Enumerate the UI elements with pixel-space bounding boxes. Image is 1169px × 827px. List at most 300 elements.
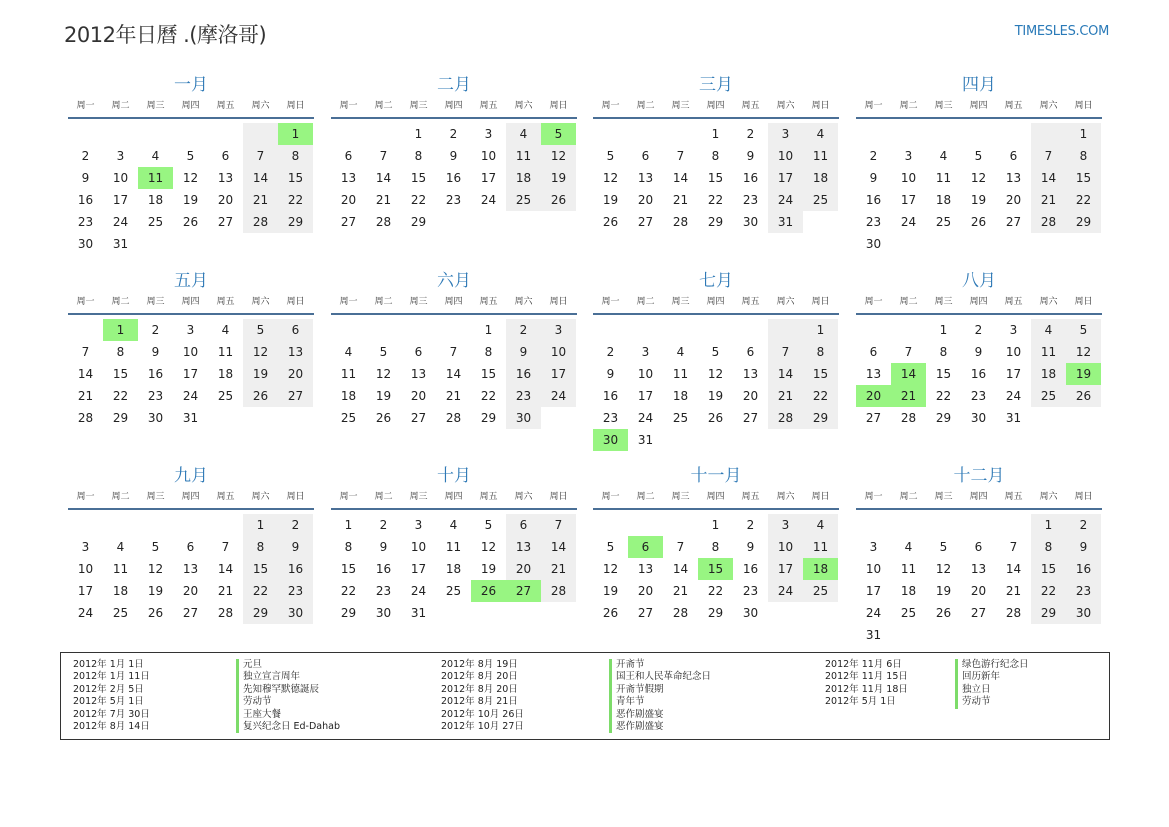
day-cell: 8	[711, 149, 720, 163]
empty-cell	[68, 123, 103, 145]
day-cell: 12	[1066, 341, 1101, 363]
day-cell: 30	[970, 411, 987, 425]
day-cell: 11	[506, 145, 541, 167]
day-cell: 10	[1005, 345, 1022, 359]
day-cell: 22	[803, 385, 838, 407]
day-cell: 12	[147, 562, 164, 576]
day-cell: 21	[541, 558, 576, 580]
weekday-label: 周日	[1074, 297, 1093, 307]
day-cell: 20	[637, 584, 654, 598]
weekday-label: 周二	[899, 297, 918, 307]
day-cell: 8	[1031, 536, 1066, 558]
weekday-label: 周五	[216, 101, 235, 111]
day-cell: 7	[243, 145, 278, 167]
weekday-label: 周三	[409, 297, 428, 307]
day-cell: 3	[116, 149, 125, 163]
day-cell: 19	[602, 193, 619, 207]
day-grid	[331, 123, 577, 233]
weekday-label: 周六	[514, 297, 533, 307]
day-cell: 10	[865, 562, 882, 576]
empty-cell	[208, 123, 243, 145]
weekday-label: 周六	[1039, 101, 1058, 111]
weekday-label: 周四	[181, 297, 200, 307]
holiday-date: 2012年 11月 18日	[825, 683, 908, 695]
empty-cell	[856, 123, 891, 145]
holiday-date: 2012年 8月 20日	[441, 683, 518, 695]
weekday-label: 周一	[864, 297, 883, 307]
day-cell: 11	[900, 562, 917, 576]
holiday-name: 独立日	[962, 683, 991, 695]
day-cell: 1	[414, 127, 423, 141]
day-cell: 25	[935, 215, 952, 229]
day-cell: 12	[182, 171, 199, 185]
day-cell: 16	[506, 363, 541, 385]
day-cell: 12	[935, 562, 952, 576]
empty-cell	[856, 319, 891, 341]
day-cell: 15	[340, 562, 357, 576]
day-grid	[593, 514, 839, 624]
day-cell: 2	[151, 323, 160, 337]
weekday-label: 周日	[811, 101, 830, 111]
holiday-date: 2012年 1月 11日	[73, 671, 150, 683]
day-cell: 29	[935, 411, 952, 425]
day-cell: 22	[410, 193, 427, 207]
empty-cell	[891, 514, 926, 536]
day-cell: 3	[869, 540, 878, 554]
day-cell: 18	[1031, 363, 1066, 385]
day-cell: 28	[541, 580, 576, 602]
day-cell: 26	[1066, 385, 1101, 407]
day-cell: 3	[414, 518, 423, 532]
holiday-dates-col-2	[441, 659, 524, 733]
day-cell: 29	[803, 407, 838, 429]
weekday-label: 周四	[706, 297, 725, 307]
weekday-label: 周三	[671, 101, 690, 111]
day-cell: 20	[970, 584, 987, 598]
day-cell: 29	[1066, 211, 1101, 233]
weekday-label: 周二	[899, 492, 918, 502]
weekday-header	[856, 296, 1102, 315]
day-cell: 8	[939, 345, 948, 359]
weekday-label: 周五	[479, 492, 498, 502]
day-cell: 5	[606, 149, 615, 163]
day-cell: 6	[746, 345, 755, 359]
day-cell: 1	[243, 514, 278, 536]
day-cell: 7	[221, 540, 230, 554]
day-cell: 27	[278, 385, 313, 407]
day-cell: 28	[375, 215, 392, 229]
day-cell: 20	[278, 363, 313, 385]
empty-cell	[138, 123, 173, 145]
day-cell: 25	[506, 189, 541, 211]
day-cell: 6	[278, 319, 313, 341]
day-cell: 3	[541, 319, 576, 341]
day-cell: 22	[340, 584, 357, 598]
day-cell: 30	[278, 602, 313, 624]
day-cell: 20	[217, 193, 234, 207]
day-cell: 4	[151, 149, 160, 163]
holiday-name: 绿色游行纪念日	[962, 659, 1029, 670]
holiday-day-cell: 1	[278, 123, 313, 145]
day-cell: 29	[243, 602, 278, 624]
day-cell: 5	[939, 540, 948, 554]
day-cell: 25	[112, 606, 129, 620]
day-cell: 15	[410, 171, 427, 185]
weekday-header	[593, 491, 839, 510]
day-cell: 23	[742, 193, 759, 207]
day-cell: 2	[746, 127, 755, 141]
day-cell: 20	[340, 193, 357, 207]
holiday-day-cell: 19	[1066, 363, 1101, 385]
day-cell: 3	[768, 123, 803, 145]
day-cell: 4	[1031, 319, 1066, 341]
day-cell: 21	[1031, 189, 1066, 211]
holiday-dates-col-3	[825, 659, 908, 709]
day-cell: 25	[147, 215, 164, 229]
weekday-label: 周一	[339, 492, 358, 502]
weekday-label: 周三	[934, 297, 953, 307]
day-cell: 12	[541, 145, 576, 167]
day-cell: 18	[112, 584, 129, 598]
weekday-label: 周日	[286, 492, 305, 502]
day-cell: 18	[900, 584, 917, 598]
day-cell: 29	[480, 411, 497, 425]
day-cell: 6	[974, 540, 983, 554]
day-cell: 22	[1031, 580, 1066, 602]
day-cell: 14	[375, 171, 392, 185]
month-block	[68, 270, 314, 429]
weekday-label: 周日	[1074, 492, 1093, 502]
day-cell: 19	[602, 584, 619, 598]
day-cell: 12	[243, 341, 278, 363]
day-grid	[68, 319, 314, 429]
weekday-label: 周二	[899, 101, 918, 111]
day-cell: 27	[1005, 215, 1022, 229]
day-cell: 30	[147, 411, 164, 425]
day-cell: 11	[445, 540, 462, 554]
page-title: 2012年日曆 .(摩洛哥)	[64, 23, 267, 47]
month-name: 十月	[437, 466, 471, 486]
day-cell: 15	[243, 558, 278, 580]
holiday-list	[60, 652, 1110, 740]
day-cell: 7	[81, 345, 90, 359]
day-cell: 19	[375, 389, 392, 403]
day-cell: 8	[803, 341, 838, 363]
month-block	[593, 74, 839, 233]
weekday-label: 周一	[601, 492, 620, 502]
weekday-label: 周四	[444, 101, 463, 111]
day-cell: 18	[803, 167, 838, 189]
empty-cell	[856, 514, 891, 536]
day-cell: 20	[742, 389, 759, 403]
empty-cell	[961, 514, 996, 536]
day-cell: 21	[217, 584, 234, 598]
weekday-label: 周日	[549, 297, 568, 307]
day-cell: 24	[768, 189, 803, 211]
holiday-day-cell: 21	[891, 385, 926, 407]
day-cell: 26	[602, 606, 619, 620]
day-cell: 6	[641, 149, 650, 163]
weekday-label: 周三	[409, 492, 428, 502]
holiday-day-cell: 6	[628, 536, 663, 558]
day-cell: 19	[970, 193, 987, 207]
weekday-header	[331, 491, 577, 510]
day-cell: 10	[541, 341, 576, 363]
day-cell: 1	[344, 518, 353, 532]
day-cell: 22	[112, 389, 129, 403]
day-cell: 9	[278, 536, 313, 558]
weekday-label: 周四	[969, 101, 988, 111]
day-cell: 24	[768, 580, 803, 602]
day-cell: 30	[1066, 602, 1101, 624]
weekday-label: 周二	[111, 492, 130, 502]
day-cell: 2	[81, 149, 90, 163]
day-cell: 2	[746, 518, 755, 532]
empty-cell	[331, 123, 366, 145]
holiday-name: 青年节	[616, 696, 645, 708]
day-cell: 19	[541, 167, 576, 189]
day-cell: 21	[375, 193, 392, 207]
day-grid	[856, 319, 1102, 429]
day-cell: 18	[935, 193, 952, 207]
empty-cell	[593, 319, 628, 341]
day-cell: 3	[484, 127, 493, 141]
day-cell: 10	[480, 149, 497, 163]
day-cell: 26	[970, 215, 987, 229]
day-cell: 1	[711, 518, 720, 532]
weekday-label: 周六	[251, 297, 270, 307]
day-cell: 28	[217, 606, 234, 620]
month-block	[331, 270, 577, 429]
day-cell: 11	[112, 562, 129, 576]
month-name: 七月	[699, 271, 733, 291]
empty-cell	[366, 123, 401, 145]
day-cell: 16	[602, 389, 619, 403]
weekday-label: 周四	[181, 101, 200, 111]
day-cell: 9	[746, 540, 755, 554]
day-cell: 17	[637, 389, 654, 403]
day-cell: 3	[768, 514, 803, 536]
month-block	[856, 74, 1102, 255]
day-cell: 2	[379, 518, 388, 532]
empty-cell	[436, 319, 471, 341]
holiday-day-cell: 26	[471, 580, 506, 602]
weekday-label: 周一	[339, 297, 358, 307]
day-cell: 24	[637, 411, 654, 425]
day-cell: 17	[541, 363, 576, 385]
holiday-date: 2012年 5月 1日	[825, 696, 896, 708]
day-cell: 3	[641, 345, 650, 359]
day-cell: 29	[410, 215, 427, 229]
day-cell: 19	[182, 193, 199, 207]
day-cell: 9	[606, 367, 615, 381]
day-cell: 1	[1031, 514, 1066, 536]
weekday-label: 周二	[636, 101, 655, 111]
day-cell: 26	[375, 411, 392, 425]
weekday-label: 周四	[969, 297, 988, 307]
weekday-label: 周五	[741, 101, 760, 111]
day-cell: 17	[410, 562, 427, 576]
day-cell: 28	[672, 215, 689, 229]
weekday-label: 周三	[934, 492, 953, 502]
day-cell: 10	[768, 536, 803, 558]
day-cell: 1	[803, 319, 838, 341]
day-cell: 2	[974, 323, 983, 337]
day-cell: 27	[182, 606, 199, 620]
weekday-label: 周二	[374, 297, 393, 307]
empty-cell	[926, 514, 961, 536]
holiday-name: 元旦	[243, 659, 263, 670]
day-cell: 25	[340, 411, 357, 425]
day-cell: 9	[869, 171, 878, 185]
weekday-label: 周三	[671, 492, 690, 502]
weekday-label: 周日	[811, 492, 830, 502]
weekday-label: 周六	[776, 297, 795, 307]
day-cell: 13	[1005, 171, 1022, 185]
empty-cell	[996, 514, 1031, 536]
weekday-header	[593, 296, 839, 315]
holiday-name: 回历新年	[962, 671, 1001, 683]
day-cell: 8	[344, 540, 353, 554]
day-cell: 16	[742, 562, 759, 576]
day-cell: 9	[506, 341, 541, 363]
day-cell: 7	[1031, 145, 1066, 167]
day-cell: 8	[414, 149, 423, 163]
day-cell: 11	[935, 171, 952, 185]
day-cell: 2	[1066, 514, 1101, 536]
day-cell: 23	[970, 389, 987, 403]
holiday-day-cell: 5	[541, 123, 576, 145]
day-cell: 8	[116, 345, 125, 359]
month-block	[593, 465, 839, 624]
empty-cell	[996, 123, 1031, 145]
month-block	[331, 74, 577, 233]
day-cell: 2	[449, 127, 458, 141]
weekday-label: 周五	[216, 297, 235, 307]
day-cell: 19	[147, 584, 164, 598]
weekday-label: 周一	[76, 297, 95, 307]
weekday-label: 周三	[934, 101, 953, 111]
day-cell: 25	[445, 584, 462, 598]
site-brand-link[interactable]: TIMESLES.COM	[1014, 24, 1109, 39]
day-cell: 21	[445, 389, 462, 403]
day-grid	[331, 514, 577, 624]
holiday-date: 2012年 7月 30日	[73, 708, 150, 720]
weekday-label: 周二	[636, 297, 655, 307]
day-cell: 3	[81, 540, 90, 554]
day-cell: 8	[1066, 145, 1101, 167]
day-cell: 19	[480, 562, 497, 576]
weekday-label: 周五	[479, 297, 498, 307]
weekday-label: 周一	[864, 492, 883, 502]
month-block	[856, 465, 1102, 646]
day-cell: 7	[904, 345, 913, 359]
day-cell: 9	[379, 540, 388, 554]
day-cell: 1	[939, 323, 948, 337]
holiday-day-cell: 11	[138, 167, 173, 189]
weekday-label: 周四	[444, 297, 463, 307]
empty-cell	[628, 123, 663, 145]
holiday-date: 2012年 5月 1日	[73, 696, 144, 708]
day-cell: 23	[445, 193, 462, 207]
month-name: 二月	[437, 75, 471, 95]
day-cell: 21	[77, 389, 94, 403]
day-grid	[593, 319, 839, 451]
day-cell: 15	[1031, 558, 1066, 580]
day-cell: 23	[278, 580, 313, 602]
empty-cell	[891, 319, 926, 341]
weekday-header	[856, 491, 1102, 510]
day-cell: 9	[449, 149, 458, 163]
empty-cell	[173, 514, 208, 536]
day-cell: 9	[974, 345, 983, 359]
day-cell: 15	[803, 363, 838, 385]
day-cell: 16	[147, 367, 164, 381]
empty-cell	[628, 319, 663, 341]
day-cell: 11	[672, 367, 689, 381]
day-cell: 17	[480, 171, 497, 185]
day-cell: 21	[768, 385, 803, 407]
day-cell: 28	[243, 211, 278, 233]
weekday-label: 周六	[514, 101, 533, 111]
day-cell: 24	[480, 193, 497, 207]
day-cell: 25	[672, 411, 689, 425]
day-cell: 3	[904, 149, 913, 163]
day-cell: 16	[742, 171, 759, 185]
day-cell: 21	[672, 584, 689, 598]
day-cell: 7	[541, 514, 576, 536]
weekday-label: 周一	[76, 101, 95, 111]
day-cell: 27	[410, 411, 427, 425]
day-cell: 31	[768, 211, 803, 233]
day-cell: 4	[344, 345, 353, 359]
day-cell: 27	[970, 606, 987, 620]
empty-cell	[628, 514, 663, 536]
weekday-header	[856, 100, 1102, 119]
day-cell: 14	[217, 562, 234, 576]
day-cell: 21	[243, 189, 278, 211]
day-cell: 19	[243, 363, 278, 385]
day-cell: 22	[243, 580, 278, 602]
weekday-label: 周四	[706, 101, 725, 111]
day-cell: 14	[445, 367, 462, 381]
weekday-label: 周日	[286, 297, 305, 307]
day-cell: 6	[1009, 149, 1018, 163]
day-cell: 13	[410, 367, 427, 381]
day-cell: 23	[375, 584, 392, 598]
day-cell: 2	[278, 514, 313, 536]
day-cell: 13	[217, 171, 234, 185]
day-cell: 27	[742, 411, 759, 425]
day-cell: 27	[865, 411, 882, 425]
day-cell: 13	[865, 367, 882, 381]
holiday-date: 2012年 8月 20日	[441, 671, 518, 683]
day-cell: 4	[676, 345, 685, 359]
day-cell: 13	[182, 562, 199, 576]
day-cell: 2	[606, 345, 615, 359]
day-cell: 5	[151, 540, 160, 554]
day-cell: 4	[221, 323, 230, 337]
day-cell: 14	[243, 167, 278, 189]
day-cell: 14	[77, 367, 94, 381]
holiday-name: 王座大餐	[243, 708, 282, 720]
day-cell: 15	[1066, 167, 1101, 189]
holiday-name: 恶作剧盛宴	[616, 721, 664, 733]
day-grid	[68, 123, 314, 255]
holiday-name: 劳动节	[243, 696, 272, 708]
day-cell: 29	[707, 606, 724, 620]
holiday-name: 开斋节假期	[616, 683, 664, 695]
